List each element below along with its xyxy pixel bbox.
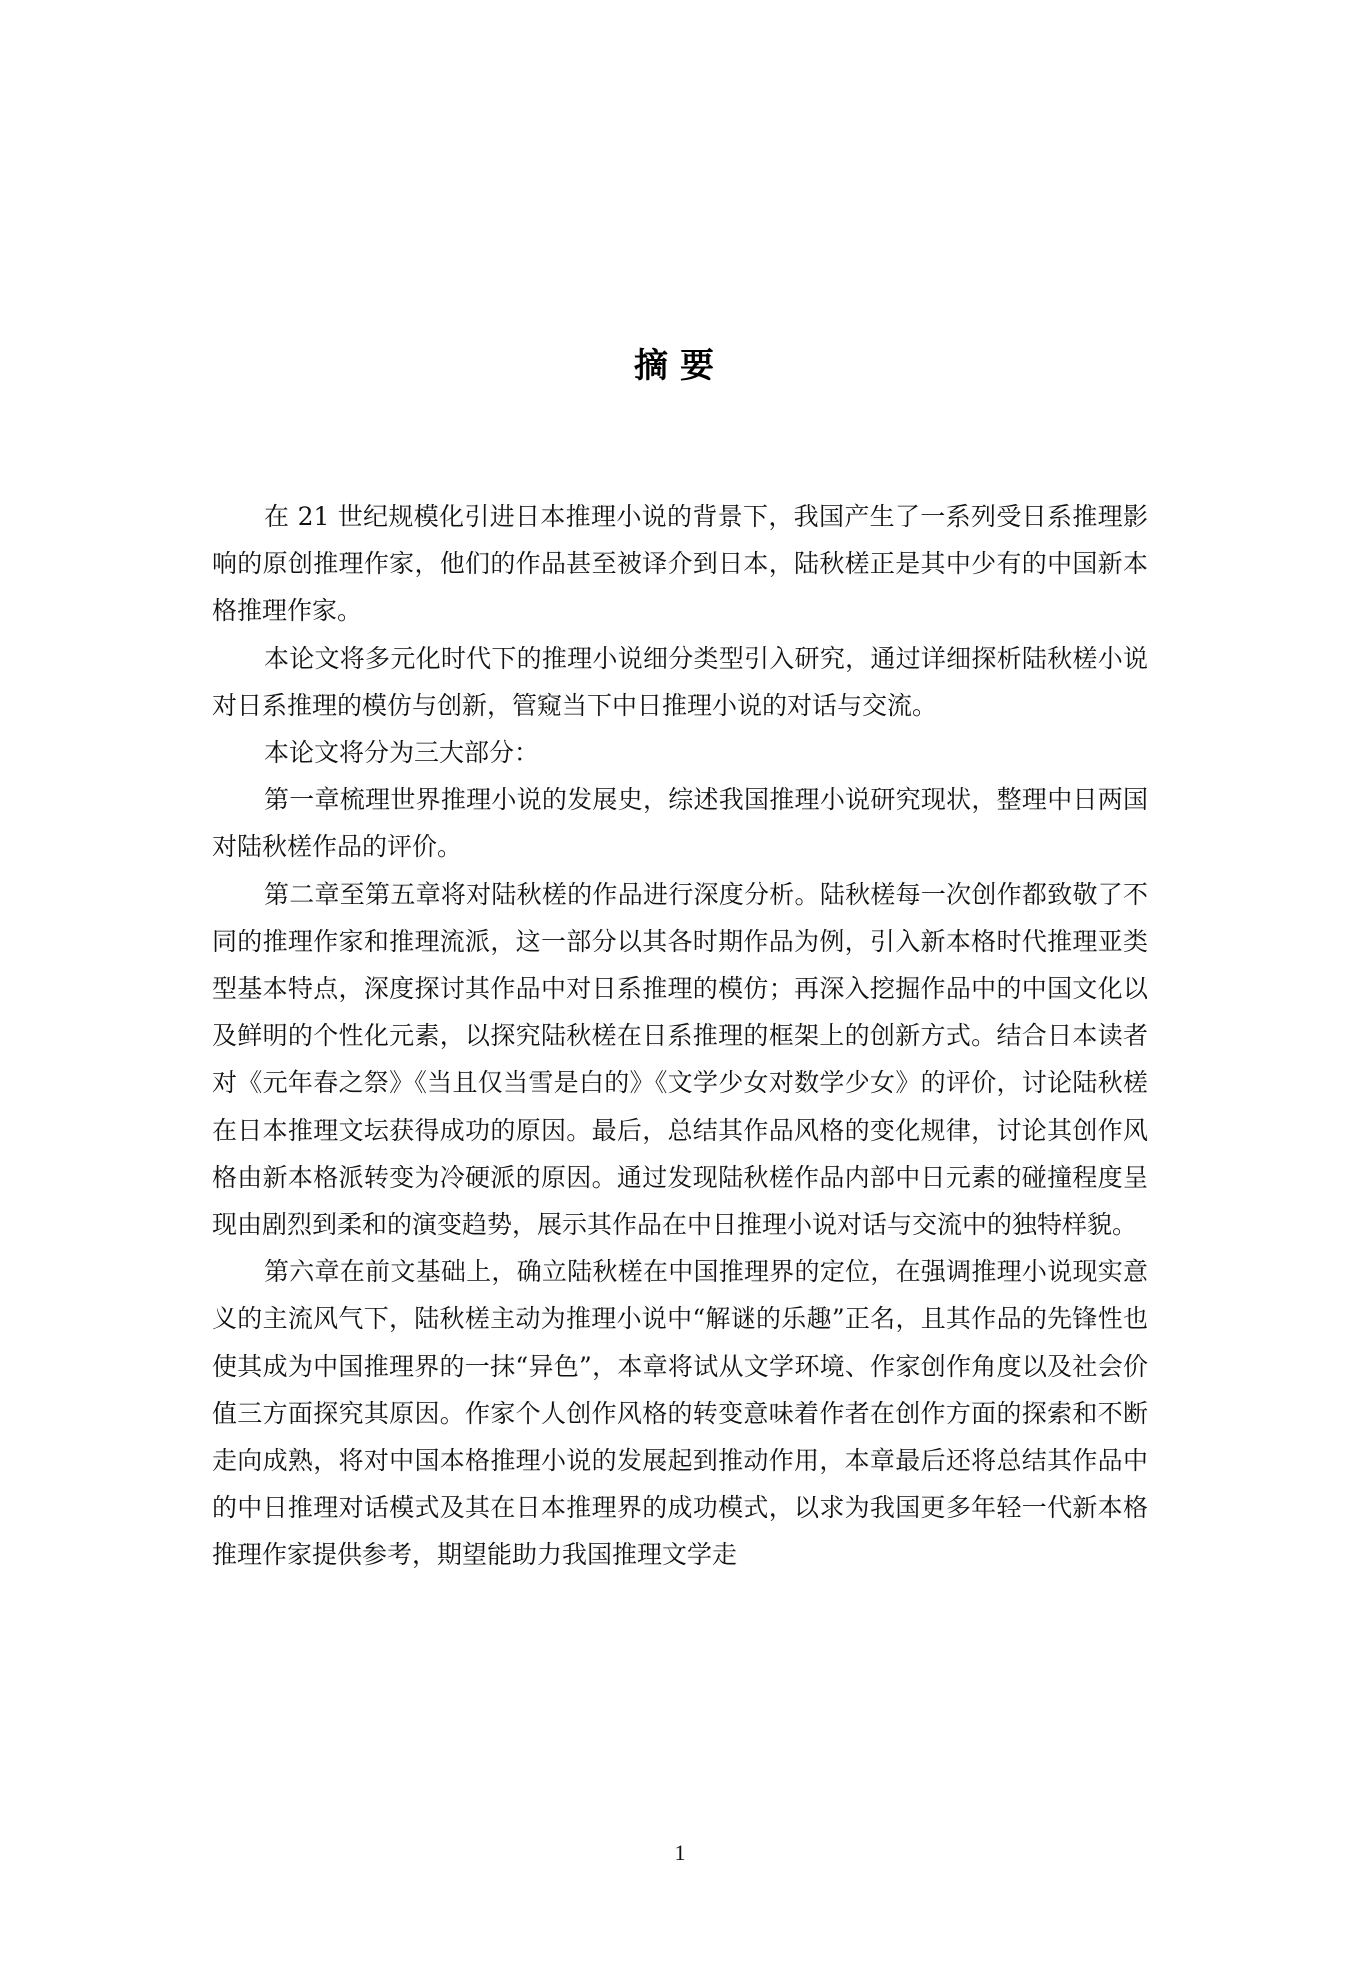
paragraph-intro: 在 21 世纪规模化引进日本推理小说的背景下，我国产生了一系列受日系推理影响的原创推理作家，他们的作品甚至被译介到日本，陆秋槎正是其中少有的中国新本格推理作家。: [212, 502, 1148, 626]
paragraph-structure: 本论文将分为三大部分：: [264, 738, 540, 768]
page-number: 1: [674, 1840, 686, 1865]
abstract-title: 摘要: [634, 345, 726, 386]
paragraph-chapter-one: 第一章梳理世界推理小说的发展史，综述我国推理小说研究现状，整理中日两国对陆秋槎作品的评价。: [212, 785, 1148, 862]
paragraph-research-aim: 本论文将多元化时代下的推理小说细分类型引入研究，通过详细探析陆秋槎小说对日系推理的模仿与创新，管窥当下中日推理小说的对话与交流。: [212, 643, 1148, 720]
paragraph-chapters-two-to-five: 第二章至第五章将对陆秋槎的作品进行深度分析。陆秋槎每一次创作都致敬了不同的推理作家和推理流派，这一部分以其各时期作品为例，引入新本格时代推理亚类型基本特点，深度探讨其作品中对日系推理的模仿；再深入挖掘作品中的中国文化以及鲜明的个性化元素，以探究陆秋槎在日系推理的框架上的创新方式。结合日本读者对《元年春之祭》《当且仅当雪是白的》《文学少女对数学少女》的评价，讨论陆秋槎在日本推理文坛获得成功的原因。最后，总结其作品风格的变化规律，讨论其创作风格由新本格派转变为冷硬派的原因。通过发现陆秋槎作品内部中日元素的碰撞程度呈现由剧烈到柔和的演变趋势，展示其作品在中日推理小说对话与交流中的独特样貌。: [212, 879, 1148, 1240]
abstract-body: [212, 493, 1148, 1579]
paragraph-chapter-six: 第六章在前文基础上，确立陆秋槎在中国推理界的定位，在强调推理小说现实意义的主流风气下，陆秋槎主动为推理小说中“解谜的乐趣”正名，且其作品的先锋性也使其成为中国推理界的一抹“异色”，本章将试从文学环境、作家创作角度以及社会价值三方面探究其原因。作家个人创作风格的转变意味着作者在创作方面的探索和不断走向成熟，将对中国本格推理小说的发展起到推动作用，本章最后还将总结其作品中的中日推理对话模式及其在日本推理界的成功模式，以求为我国更多年轻一代新本格推理作家提供参考，期望能助力我国推理文学走: [212, 1257, 1148, 1570]
